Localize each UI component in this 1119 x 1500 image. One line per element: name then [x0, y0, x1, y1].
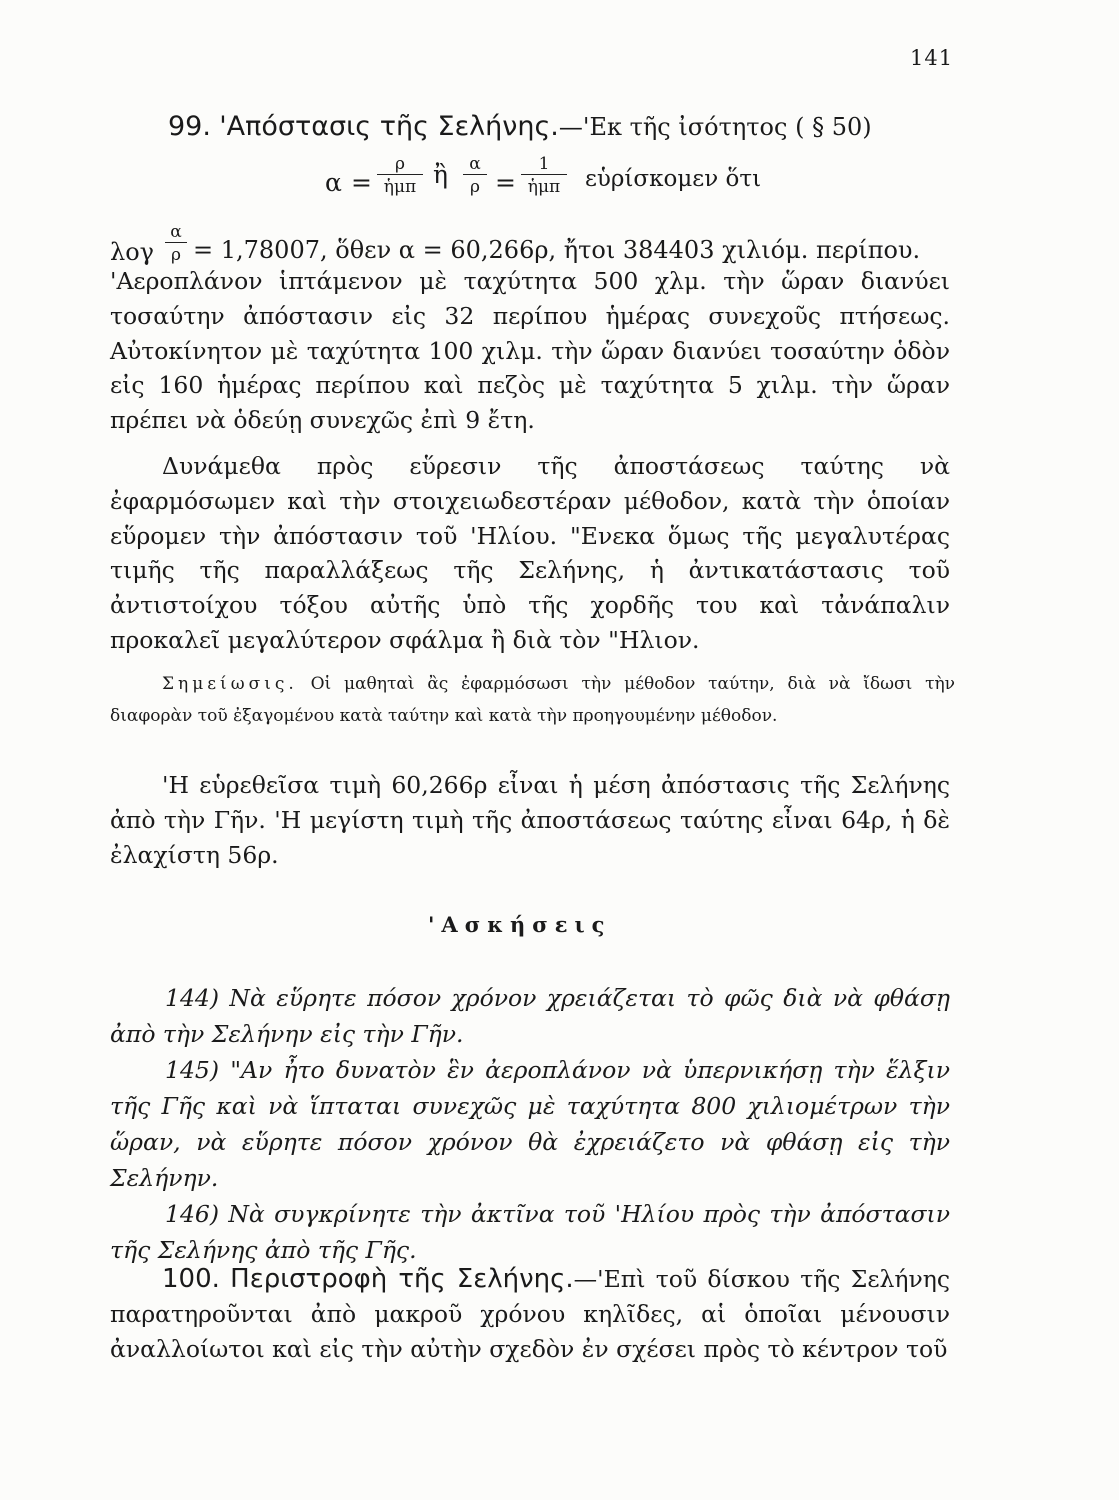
- fraction-one-over-hmp: [521, 154, 567, 197]
- section-100: [110, 1262, 950, 1366]
- formula-equals-2: =: [495, 168, 516, 197]
- log-result: = 1,78007, ὅθεν α = 60,266ρ, ἤτοι 384403 χιλιόμ. περίπου.: [193, 236, 921, 264]
- fraction-alpha-over-rho: [463, 154, 487, 197]
- page-number: 141: [910, 46, 954, 70]
- section-100-title: Περιστροφὴ τῆς Σελήνης.: [230, 1264, 574, 1294]
- fraction-rho-over-hmp: [377, 154, 423, 197]
- parallax-formula: [325, 150, 825, 214]
- section-99-intro: —'Εκ τῆς ἰσότητος ( § 50): [558, 113, 872, 141]
- formula-alpha: α: [325, 168, 342, 197]
- exercise-item: 146) Νὰ συγκρίνητε τὴν ἀκτῖνα τοῦ 'Ηλίου πρὸς τὴν ἀπόστασιν τῆς Σελήνης ἀπὸ τῆς Γῆς.: [110, 1200, 950, 1264]
- fraction-denominator: ρ: [463, 174, 487, 197]
- paragraph-airplane: 'Αεροπλάνον ἱπτάμενον μὲ ταχύτητα 500 χλμ. τὴν ὥραν διανύει τοσαύτην ἀπόστασιν εἰς 32 περίπου ἡμέρας συνεχοῦς πτήσεως. Αὐτοκίνητον μὲ ταχύτητα 100 χιλμ. τὴν ὥραν διανύει τοσαύτην ὁδὸν εἰς 160 ἡμέρας περίπου καὶ πεζὸς μὲ ταχύτητα 5 χιλμ. τὴν ὥραν πρέπει νὰ ὁδεύῃ συνεχῶς ἐπὶ 9 ἔτη.: [110, 267, 950, 435]
- formula-equals-1: =: [351, 168, 372, 197]
- fraction-numerator: ρ: [395, 154, 405, 174]
- fraction-numerator: α: [469, 154, 481, 174]
- note: [110, 668, 955, 732]
- fraction-denominator: ρ: [165, 242, 187, 265]
- fraction-numerator: α: [170, 222, 182, 242]
- exercises-list: [110, 980, 950, 1268]
- note-label: Σημείωσις.: [162, 674, 298, 694]
- formula-or: ἢ: [433, 160, 448, 189]
- paragraph-mean-distance: 'Η εὑρεθεῖσα τιμὴ 60,266ρ εἶναι ἡ μέση ἀπόστασις τῆς Σελήνης ἀπὸ τὴν Γῆν. 'Η μεγίστη τιμὴ τῆς ἀποστάσεως ταύτης εἶναι 64ρ, ἡ δὲ ἐλαχίστη 56ρ.: [110, 771, 950, 869]
- log-prefix: λογ: [110, 238, 155, 266]
- section-99-heading: [168, 111, 872, 142]
- exercise-item: 145) "Αν ἦτο δυνατὸν ἓν ἀεροπλάνον νὰ ὑπερνικήσῃ τὴν ἕλξιν τῆς Γῆς καὶ νὰ ἵπταται συνεχῶς μὲ ταχύτητα 800 χιλιομέτρων τὴν ὥραν, νὰ εὕρητε πόσον χρόνον θὰ ἐχρειάζετο νὰ φθάσῃ εἰς τὴν Σελήνην.: [110, 1056, 950, 1192]
- section-100-number: 100.: [162, 1264, 220, 1294]
- section-100-text: —'Επὶ τοῦ δίσκου τῆς Σελήνης παρατηροῦνται ἀπὸ μακροῦ χρόνου κηλῖδες, αἱ ὁποῖαι μένουσιν ἀναλλοίωτοι καὶ εἰς τὴν αὐτὴν σχεδὸν ἐν σχέσει πρὸς τὸ κέντρον τοῦ: [110, 1265, 950, 1363]
- paragraph-method: Δυνάμεθα πρὸς εὕρεσιν τῆς ἀποστάσεως ταύτης νὰ ἐφαρμόσωμεν καὶ τὴν στοιχειωδεστέραν μέθοδον, κατὰ τὴν ὁποίαν εὕρομεν τὴν ἀπόστασιν τοῦ 'Ηλίου. "Ενεκα ὅμως τῆς μεγαλυτέρας τιμῆς τῆς παραλλάξεως τῆς Σελήνης, ἡ ἀντικατάστασις τοῦ ἀντιστοίχου τόξου αὐτῆς ὑπὸ τῆς χορδῆς του καὶ τἀνάπαλιν προκαλεῖ μεγαλύτερον σφάλμα ἢ διὰ τὸν "Ηλιον.: [110, 452, 950, 654]
- formula-text: εὑρίσκομεν ὅτι: [585, 166, 762, 192]
- fraction-numerator: 1: [538, 154, 550, 174]
- exercises-heading: 'Ασκήσεις: [428, 912, 612, 937]
- fraction-denominator: ἡμπ: [377, 174, 423, 197]
- exercise-item: 144) Νὰ εὕρητε πόσον χρόνον χρειάζεται τὸ φῶς διὰ νὰ φθάσῃ ἀπὸ τὴν Σελήνην εἰς τὴν Γῆν.: [110, 984, 950, 1048]
- fraction-alpha-over-rho: [165, 222, 187, 265]
- section-99-number: 99.: [168, 111, 211, 142]
- note-text: Οἱ μαθηταὶ ἂς ἐφαρμόσωσι τὴν μέθοδον ταύτην, διὰ νὰ ἴδωσι τὴν διαφορὰν τοῦ ἐξαγομένου κατὰ ταύτην καὶ κατὰ τὴν προηγουμένην μέθοδον.: [110, 674, 955, 726]
- section-99-title: 'Απόστασις τῆς Σελήνης.: [219, 111, 559, 142]
- fraction-denominator: ἡμπ: [521, 174, 567, 197]
